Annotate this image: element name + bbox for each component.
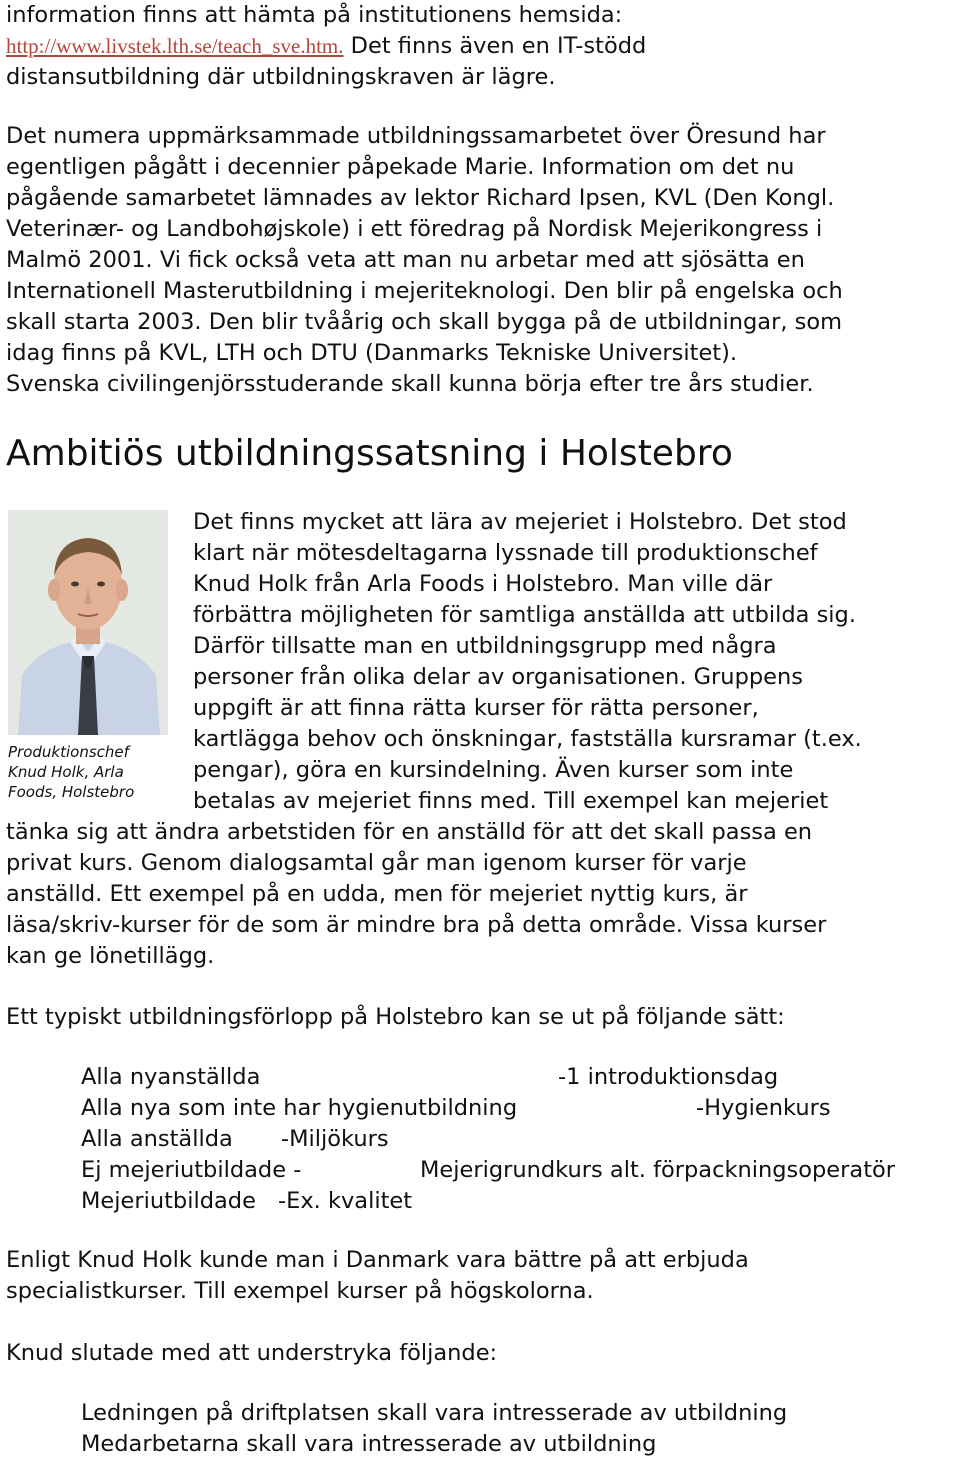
- paragraph-line: kartlägga behov och önskningar, fastställa kursramar (t.ex.: [193, 726, 862, 752]
- list-item-who: Ej mejeriutbildade -: [81, 1157, 302, 1183]
- intro-line-1: information finns att hämta på institutionens hemsida:: [6, 2, 623, 28]
- section-heading: Ambitiös utbildningssatsning i Holstebro: [6, 433, 733, 474]
- paragraph-line: pengar), göra en kursindelning. Även kurser som inte: [193, 757, 794, 783]
- typical-intro: Ett typiskt utbildningsförlopp på Holstebro kan se ut på följande sätt:: [6, 1004, 785, 1030]
- intro-line-2-rest: Det finns även en IT-stödd: [343, 33, 647, 59]
- intro-paragraph: [6, 0, 646, 93]
- paragraph-line: Internationell Masterutbildning i mejeriteknologi. Den blir på engelska och: [6, 278, 843, 304]
- paragraph-line: skall starta 2003. Den blir tvåårig och skall bygga på de utbildningar, som: [6, 309, 843, 335]
- caption-line: Knud Holk, Arla: [8, 763, 124, 781]
- list-item-who: Alla anställda: [81, 1126, 233, 1152]
- paragraph-line: pågående samarbetet lämnades av lektor Richard Ipsen, KVL (Den Kongl.: [6, 185, 835, 211]
- paragraph-line: privat kurs. Genom dialogsamtal går man igenom kurser för varje: [6, 850, 747, 876]
- paragraph-line: kan ge lönetillägg.: [6, 943, 215, 969]
- paragraph-line: Därför tillsatte man en utbildningsgrupp med några: [193, 633, 777, 659]
- list-item-what: Mejerigrundkurs alt. förpackningsoperatör: [420, 1157, 896, 1183]
- paragraph-line: förbättra möjligheten för samtliga anställda att utbilda sig.: [193, 602, 856, 628]
- paragraph-line: uppgift är att finna rätta kurser för rätta personer,: [193, 695, 759, 721]
- intro-line-3: distansutbildning där utbildningskraven är lägre.: [6, 64, 556, 90]
- paragraph-line: specialistkurser. Till exempel kurser på högskolorna.: [6, 1278, 594, 1304]
- list-item: Ledningen på driftplatsen skall vara intresserade av utbildning: [81, 1400, 788, 1426]
- intro-line-2: [6, 31, 646, 62]
- paragraph-line: anställd. Ett exempel på en udda, men för mejeriet nyttig kurs, är: [6, 881, 748, 907]
- paragraph-line: tänka sig att ändra arbetstiden för en anställd för att det skall passa en: [6, 819, 813, 845]
- oresund-paragraph: [6, 121, 843, 400]
- paragraph-line: Svenska civilingenjörsstuderande skall kunna börja efter tre års studier.: [6, 371, 814, 397]
- paragraph-line: läsa/skriv-kurser för de som är mindre bra på detta område. Vissa kurser: [6, 912, 827, 938]
- paragraph-line: klart när mötesdeltagarna lyssnade till produktionschef: [193, 540, 818, 566]
- list-item-who: Alla nya som inte har hygienutbildning: [81, 1095, 518, 1121]
- paragraph-line: Det finns mycket att lära av mejeriet i Holstebro. Det stod: [193, 509, 847, 535]
- list-item-what: -Hygienkurs: [696, 1095, 831, 1121]
- list-item-what: -Ex. kvalitet: [278, 1188, 413, 1214]
- portrait-photo: [8, 510, 168, 735]
- holstebro-side-text: [193, 507, 862, 817]
- paragraph-line: Veterinær- og Landbohøjskole) i ett föredrag på Nordisk Mejerikongress i: [6, 216, 823, 242]
- paragraph-line: Malmö 2001. Vi fick också veta att man nu arbetar med att sjösätta en: [6, 247, 805, 273]
- caption-line: Produktionschef: [8, 743, 129, 761]
- caption-line: Foods, Holstebro: [8, 783, 135, 801]
- holstebro-full-text: [6, 817, 826, 972]
- list-item-what: -1 introduktionsdag: [558, 1064, 779, 1090]
- paragraph-line: egentligen pågått i decennier påpekade Marie. Information om det nu: [6, 154, 795, 180]
- institution-link[interactable]: http://www.livstek.lth.se/teach_sve.htm.: [6, 34, 344, 58]
- paragraph-line: idag finns på KVL, LTH och DTU (Danmarks Tekniske Universitet).: [6, 340, 738, 366]
- portrait-illustration: [8, 510, 168, 735]
- list-item-who: Alla nyanställda: [81, 1064, 261, 1090]
- closing-intro: Knud slutade med att understryka följande:: [6, 1340, 498, 1366]
- paragraph-line: betalas av mejeriet finns med. Till exempel kan mejeriet: [193, 788, 829, 814]
- paragraph-line: Det numera uppmärksammade utbildningssamarbetet över Öresund har: [6, 123, 826, 149]
- photo-caption: [8, 742, 134, 802]
- paragraph-line: personer från olika delar av organisationen. Gruppens: [193, 664, 803, 690]
- paragraph-line: Enligt Knud Holk kunde man i Danmark vara bättre på att erbjuda: [6, 1247, 749, 1273]
- list-item-who: Mejeriutbildade: [81, 1188, 256, 1214]
- list-item: Medarbetarna skall vara intresserade av utbildning: [81, 1431, 657, 1457]
- paragraph-line: Knud Holk från Arla Foods i Holstebro. Man ville där: [193, 571, 773, 597]
- list-item-what: -Miljökurs: [281, 1126, 389, 1152]
- closing-paragraph: [6, 1245, 749, 1307]
- closing-points: [81, 1398, 787, 1460]
